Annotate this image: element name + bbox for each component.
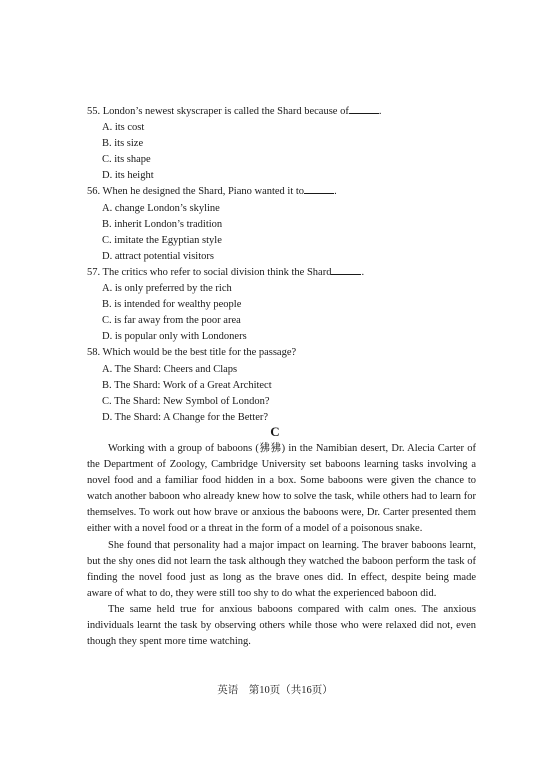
option-d: D. attract potential visitors	[102, 250, 214, 262]
option-c: C. is far away from the poor area	[102, 315, 241, 327]
question-58	[87, 345, 487, 425]
option-d: D. The Shard: A Change for the Better?	[102, 411, 269, 423]
passage-paragraph-3: The same held true for anxious baboons compared with calm ones. The anxious individuals learnt the task by observing others while those who were relaxed did not, even though they spent more time watching.	[87, 603, 476, 648]
option-d: D. its height	[102, 170, 154, 182]
question-stem	[87, 104, 487, 120]
passage-paragraph-2: She found that personality had a major impact on learning. The braver baboons learnt, but the shy ones did not learn the task although they watched the baboon perform the task of finding the novel food just as long as the brave ones did. In effect, despite being made aware of what to do, they were still too shy to do what the experienced baboon did.	[87, 539, 476, 599]
option-c: C. The Shard: New Symbol of London?	[102, 395, 270, 407]
question-57	[87, 265, 487, 345]
option-a: A. change London’s skyline	[102, 202, 220, 214]
stem-end: .	[334, 186, 337, 198]
option-b: B. The Shard: Work of a Great Architect	[102, 379, 272, 391]
stem-end: .	[378, 106, 382, 117]
answer-blank	[304, 184, 334, 194]
option-a: A. its cost	[102, 122, 145, 134]
option-b: B. its size	[102, 138, 144, 150]
stem-text: 57. The critics who refer to social division think the Shard	[87, 266, 332, 278]
passage-paragraph-1: Working with a group of baboons (狒狒) in the Namibian desert, Dr. Alecia Carter of the Department of Zoology, Cambridge University set baboons learning tasks involving a novel food and a familiar food hidden in a box. Some baboons were given the chance to watch another baboon who already knew how to solve the task, while others had to learn for themselves. To work out how brave or anxious the baboons were, Dr. Carter presented them either with a novel food or a threat in the form of a model of a poisonous snake.	[87, 443, 476, 535]
option-c: C. imitate the Egyptian style	[102, 234, 222, 246]
option-a: A. is only preferred by the rich	[102, 283, 232, 295]
option-d: D. is popular only with Londoners	[102, 331, 247, 343]
answer-blank	[331, 265, 361, 275]
stem-end: .	[361, 266, 365, 278]
question-list	[87, 104, 487, 426]
page-footer: 英语 第10页（共16页）	[217, 685, 333, 696]
reading-passage	[87, 441, 476, 650]
stem-text: 56. When he designed the Shard, Piano wanted it to	[87, 186, 305, 198]
question-55	[87, 104, 487, 184]
section-heading: C	[270, 424, 280, 439]
question-56	[87, 184, 487, 264]
option-b: B. is intended for wealthy people	[102, 299, 242, 311]
stem-text: 55. London’s newest skyscraper is called the Shard because of	[87, 106, 349, 117]
question-stem	[87, 345, 487, 361]
stem-text: 58. Which would be the best title for the passage?	[87, 347, 297, 359]
option-c: C. its shape	[102, 154, 151, 166]
option-b: B. inherit London’s tradition	[102, 218, 223, 230]
answer-blank	[349, 104, 379, 114]
question-stem	[87, 265, 487, 281]
option-a: A. The Shard: Cheers and Claps	[102, 363, 238, 375]
question-stem	[87, 184, 487, 200]
